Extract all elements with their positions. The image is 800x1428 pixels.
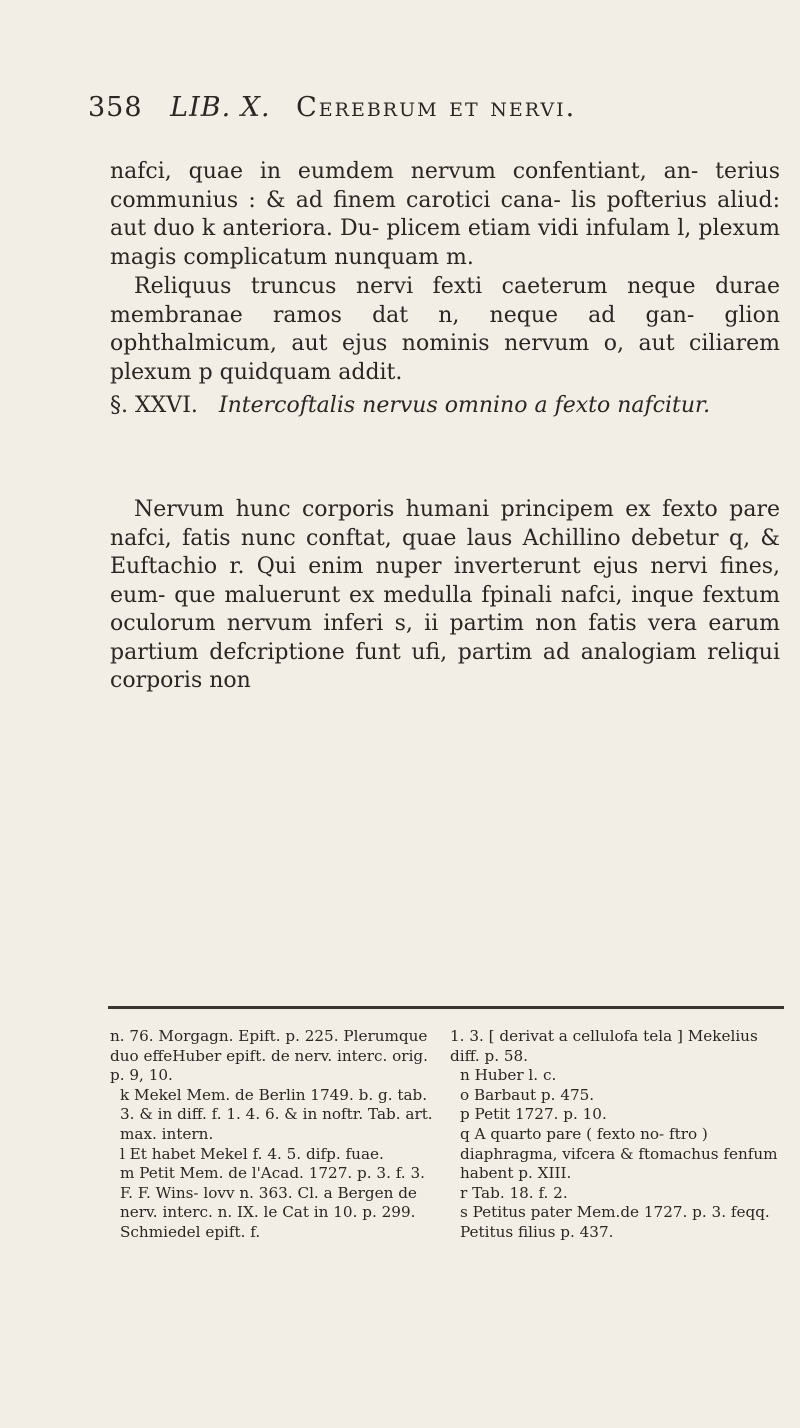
footnote: q A quarto pare ( fexto no- ftro ) diaphragma, vifcera & ftomachus fenfum habent p. XIII. <box>460 1124 778 1183</box>
footnote: m Petit Mem. de l'Acad. 1727. p. 3. f. 3. F. F. Wins- lovv n. 363. Cl. a Bergen de nerv. interc. n. IX. le Cat in 10. p. 299. Schmiedel epift. f. <box>120 1164 425 1241</box>
section-number: §. XXVI. <box>110 393 198 418</box>
footnote: 1. 3. [ derivat a cellulofa tela ] Mekelius diff. p. 58. <box>450 1027 758 1065</box>
paragraph-3: Nervum hunc corporis humani principem ex fexto pare nafci, fatis nunc conftat, quae laus Achillino debetur q, & Euftachio r. Qui enim nuper inverterunt ejus nervi fines, eum- que maluerunt ex medulla fpinali nafci, inque fextum oculorum nervum inferi s, ii partim non fatis vera earum partium defcriptione funt ufi, partim ad analogiam reliqui corporis non <box>110 497 780 693</box>
running-head <box>88 92 768 123</box>
book-number: LIB. X. <box>170 92 271 123</box>
footnote: p Petit 1727. p. 10. <box>460 1105 607 1124</box>
footnote-rule <box>108 1006 784 1009</box>
footnote: n. 76. Morgagn. Epift. p. 225. Plerumque duo effeHuber epift. de nerv. interc. orig. p. 9, 10. <box>110 1027 428 1085</box>
footnote: r Tab. 18. f. 2. <box>460 1183 568 1202</box>
footnote: s Petitus pater Mem.de 1727. p. 3. feqq. Petitus filius p. 437. <box>460 1203 770 1241</box>
footnotes-right-column <box>450 1027 782 1243</box>
footnote: k Mekel Mem. de Berlin 1749. b. g. tab. 3. & in diff. f. 1. 4. 6. & in noftr. Tab. art. max. intern. <box>120 1085 433 1143</box>
paragraph-1: nafci, quae in eumdem nervum confentiant, an- terius communius : & ad finem carotici cana- lis pofterius aliud: aut duo k anteriora. Du- plicem etiam vidi infulam l, plexum magis complicatum nunquam m. <box>110 159 780 270</box>
footnotes-left-column <box>110 1027 437 1243</box>
chapter-title: Cerebrum et nervi. <box>296 92 577 123</box>
paragraph-2: Reliquus truncus nervi fexti caeterum neque durae membranae ramos dat n, neque ad gan- glion ophthalmicum, aut ejus nominis nervum o, aut ciliarem plexum p quidquam addit. <box>110 274 780 385</box>
section-title: Intercoftalis nervus omnino a fexto nafcitur. <box>218 393 711 418</box>
footnote: n Huber l. c. <box>460 1066 557 1085</box>
section-heading <box>110 392 780 420</box>
footnote: l Et habet Mekel f. 4. 5. difp. fuae. <box>120 1144 384 1163</box>
page-number: 358 <box>88 92 143 123</box>
footnote: o Barbaut p. 475. <box>460 1085 595 1104</box>
